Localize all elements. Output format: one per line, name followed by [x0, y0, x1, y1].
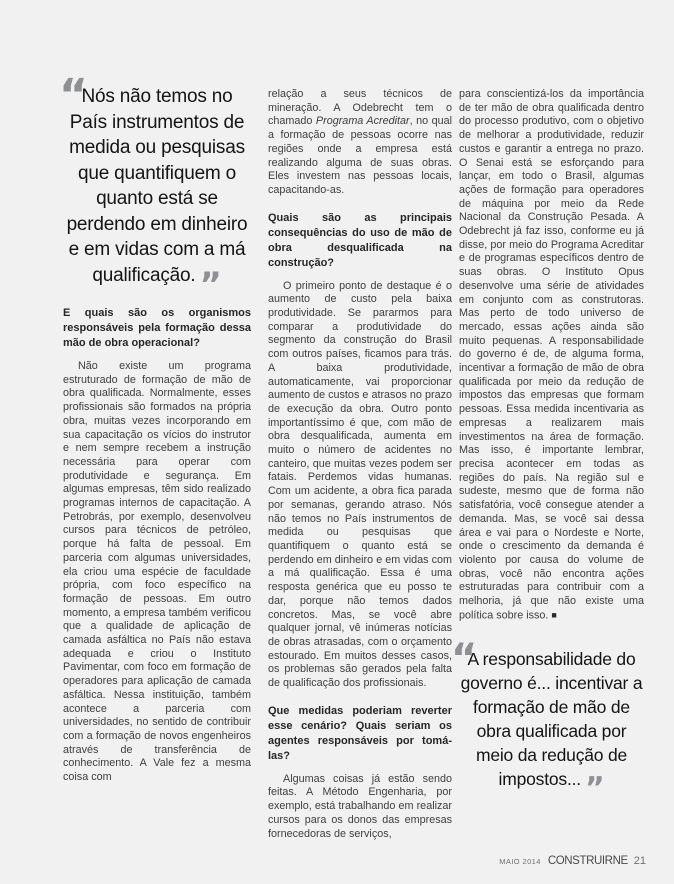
program-name-italic: Programa Acreditar — [315, 115, 410, 128]
paragraph-text: para conscientizá-los da importância de ter mão de obra qualificada dentro do processo produtivo, com o objetivo de melhorar a produtividade, reduzir custos e garantir a entrega no prazo. O Senai está se esforçando para lançar, em todo o Brasil, algumas ações de formação para operadores de máquina por meio da Rede Nacional da Construção Pesada. A Odebrecht já faz isso, conforme eu já disse, por meio do Programa Acreditar e de programas específicos dentro de suas obras. O Instituto Opus desenvolve uma série de atividades em conjunto com as construtoras. Mas perto de todo universo de mercado, essas ações ainda são muito pequenas. A responsabilidade do governo é de, de alguma forma, incentivar a formação de mão de obra qualificada por meio da redução de impostos das empresas que formam pessoas. Essa medida incentivaria as empresas a realizarem mais investimentos na área de formação. Mas isso, é importante lembrar, precisa acontecer em todas as regiões do país. Na região sul e sudeste, mesmo que de forma não satisfatória, você consegue atender a demanda. Mas, se você sai dessa área e vai para o Nordeste e Norte, onde o crescimento da demanda é violento por causa do volume de obras, você não encontra ações estruturadas para contribuir com a melhoria, já que não existe uma política sobre isso. — [459, 88, 644, 622]
issue-date: MAIO 2014 — [499, 857, 541, 866]
left-column — [59, 0, 251, 785]
answer-paragraph-organisms: Não existe um programa estruturado de formação de mão de obra qualificada. Normalmente, esses profissionais são formados na própria obra, muitas vezes incorporando em sua capacitação os vícios do instrutor e nem sempre recebem a instrução necessária para operar com produtividade e segurança. Em algumas empresas, têm sido realizado programas internos de capacitação. A Petrobrás, por exemplo, desenvolveu cursos para técnicos de petróleo, porque há falta de pessoal. Em parceria com algumas universidades, ela criou uma espécie de faculdade própria, com foco específico na formação de pessoas. Em outro momento, a empresa também verificou que a qualidade de aplicação de camada asfáltica no País não estava adequada e criou o Instituto Pavimentar, com foco em formação de operadores para aplicação de camada asfáltica. Nessa instituição, também acontece a parceria com universidades, no sentido de contribuir com a formação de novos engenheiros através de transferência de conhecimento. A Vale fez a mesma coisa com — [63, 360, 251, 784]
answer-paragraph-measures-continued — [459, 88, 644, 623]
top-pull-quote-body: Nós não temos no País instrumentos de medida ou pesquisas que quantifiquem o quanto está se perdendo em dinheiro e em vidas com a má qualificação. — [66, 86, 248, 286]
close-quote-icon: ” — [584, 770, 605, 806]
magazine-name: CONSTRUIRNE — [547, 855, 628, 867]
bottom-pull-quote-text — [459, 647, 644, 806]
bottom-pull-quote-body: A responsabilidade do governo é... incentivar a formação de mão de obra qualificada por meio da redução de impostos... — [460, 648, 643, 789]
question-heading-measures: Que medidas poderiam reverter esse cenário? Quais seriam os agentes responsáveis por tomá-las? — [268, 704, 452, 762]
page-number: 21 — [633, 855, 646, 867]
top-pull-quote — [59, 70, 251, 305]
page-footer — [499, 851, 646, 869]
open-quote-icon: “ — [451, 635, 478, 682]
middle-column — [268, 88, 452, 841]
answer-paragraph-consequences: O primeiro ponto de destaque é o aumento de custo pela baixa produtividade. Se pararmos para comparar a produtividade do segmento da construção do Brasil com outros países, ficamos para trás. A baixa produtividade, automaticamente, vai proporcionar aumento de custos e atrasos no prazo de execução da obra. Outro ponto importantíssimo é que, com mão de obra desqualificada, aumenta em muito o número de acidentes no canteiro, que muitas vezes podem ser fatais. Perdemos vidas humanas. Com um acidente, a obra fica parada por semanas, gerando atraso. Nós não temos no País instrumentos de medida ou pesquisas que quantifiquem o quanto está se perdendo em dinheiro e em vidas com a má qualificação. Essa é uma resposta genérica que eu posso te dar, porque não temos dados concretos. Mas, se você abre qualquer jornal, vê inúmeras notícias de obras atrasadas, com o orçamento estourado. Em muitos desses casos, os problemas são gerados pela falta de qualificação dos profissionais. — [268, 279, 452, 690]
open-quote-icon: “ — [59, 70, 88, 121]
answer-paragraph-continued — [268, 88, 452, 198]
paragraph-text: , no qual a formação de pessoas ocorre nas regiões onde a empresa está realizando alguma de suas obras. Eles investem nas pessoas locais, capacitando-as. — [268, 115, 452, 196]
question-heading-consequences: Quais são as principais consequências do uso de mão de obra desqualificada na construção? — [268, 211, 452, 269]
question-heading-organisms: E quais são os organismos responsáveis pela formação dessa mão de obra operacional? — [63, 307, 251, 349]
right-column — [451, 88, 644, 806]
top-pull-quote-text — [63, 84, 251, 305]
end-of-article-marker: ■ — [551, 609, 557, 620]
paragraph-text: relação a seus técnicos de mineração. A Odebrecht tem o chamado — [268, 88, 452, 128]
answer-paragraph-measures: Algumas coisas já estão sendo feitas. A Método Engenharia, por exemplo, está trabalhando em realizar cursos para os donos das empresas fornecedoras de serviços, — [268, 772, 452, 840]
bottom-pull-quote — [451, 635, 644, 806]
close-quote-icon: ” — [199, 264, 222, 305]
